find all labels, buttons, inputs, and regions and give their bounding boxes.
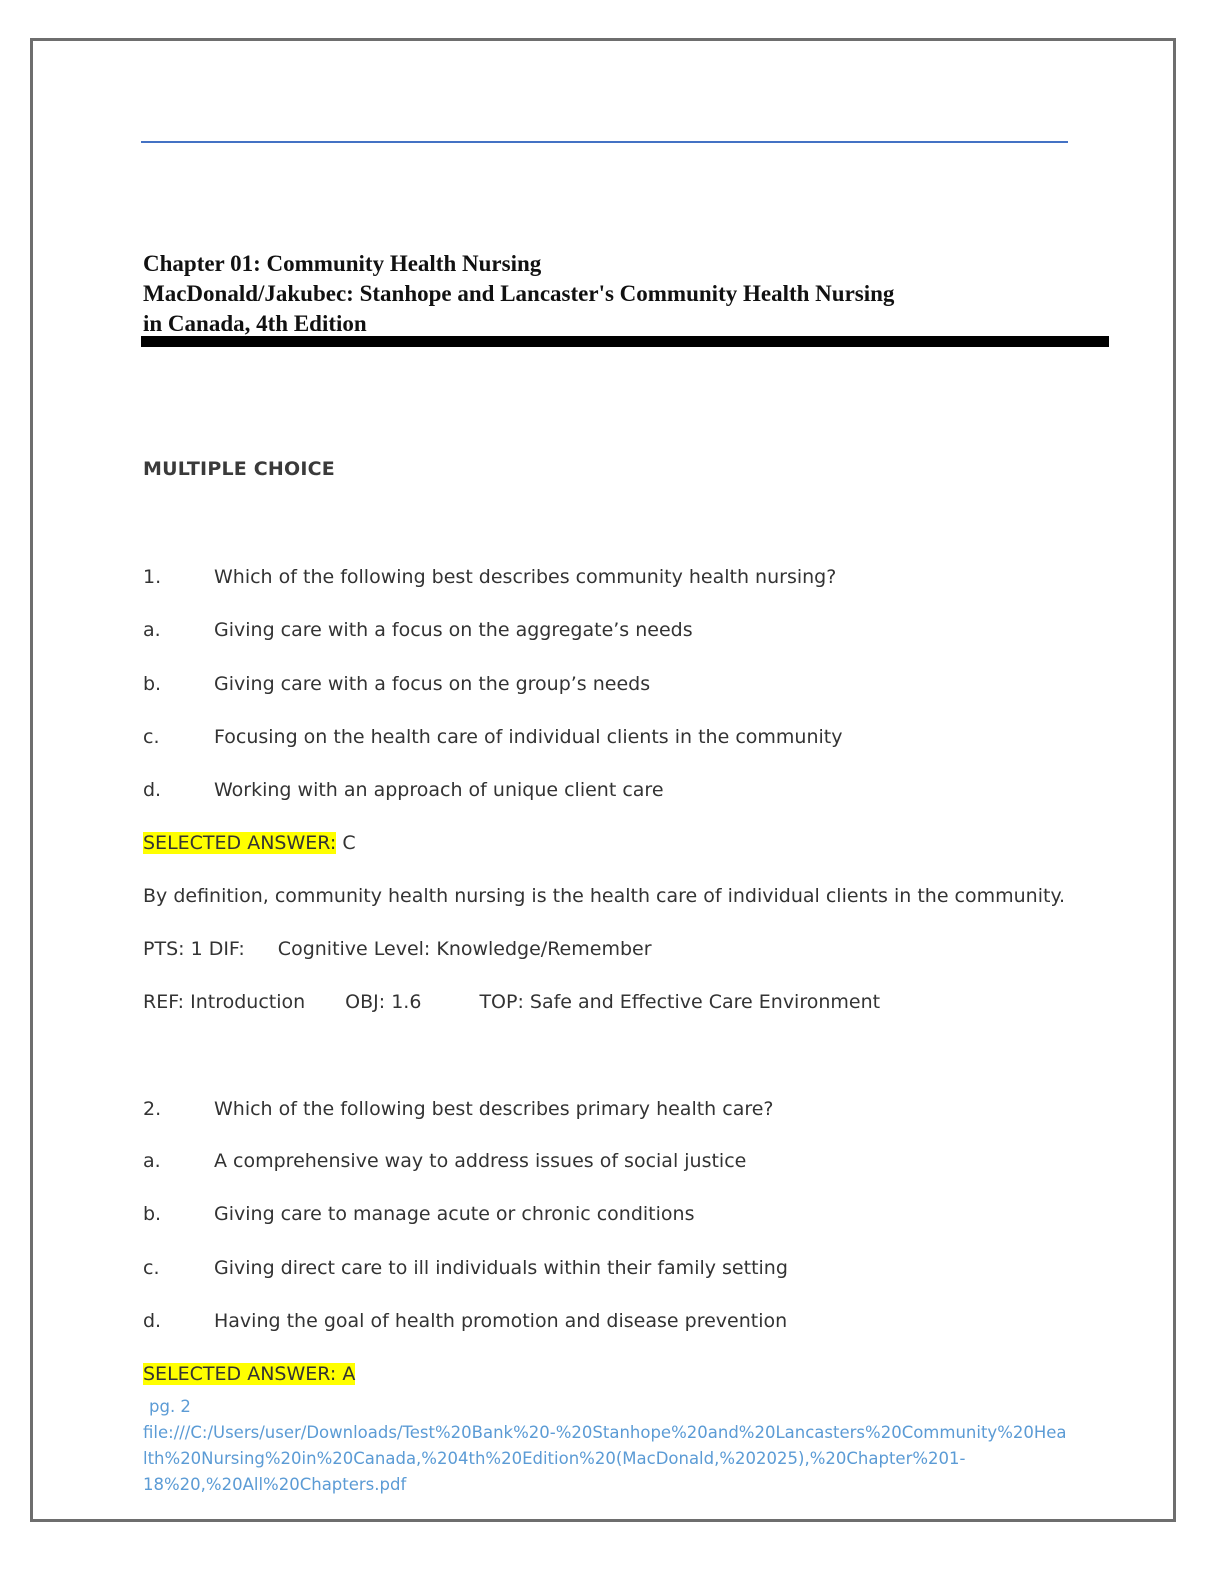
top-value: TOP: Safe and Effective Care Environment [479,991,881,1013]
pts-line-1 [143,936,652,962]
option-text: Giving care with a focus on the aggregate’s needs [214,619,693,641]
option-letter: d. [143,1310,162,1332]
option-letter: a. [143,1150,161,1172]
title-line-1: Chapter 01: Community Health Nursing [143,251,542,276]
question-1 [143,564,836,590]
option-1b [143,671,650,697]
option-1a [143,617,693,643]
file-path-line-2[interactable]: lth%20Nursing%20in%20Canada,%204th%20Edition%20(MacDonald,%202025),%20Chapter%201- [143,1449,966,1468]
ref-line-1 [143,989,880,1015]
option-text: Giving direct care to ill individuals within their family setting [214,1257,788,1279]
selected-answer-value: C [342,832,356,854]
option-text: Focusing on the health care of individual clients in the community [214,726,843,748]
option-letter: c. [143,726,160,748]
file-path-line-1[interactable]: file:///C:/Users/user/Downloads/Test%20Bank%20-%20Stanhope%20and%20Lancasters%20Community%20Hea [143,1423,1067,1442]
page-number: pg. 2 [149,1397,191,1416]
title-line-2: MacDonald/Jakubec: Stanhope and Lancaster's Community Health Nursing [143,281,895,306]
selected-answer-1 [143,830,356,856]
option-text: A comprehensive way to address issues of social justice [214,1150,747,1172]
option-letter: b. [143,673,162,695]
option-1c [143,724,842,750]
option-2b [143,1201,694,1227]
option-letter: b. [143,1203,162,1225]
obj-value: OBJ: 1.6 [345,991,422,1013]
section-heading: MULTIPLE CHOICE [143,458,335,480]
question-number: 2. [143,1098,162,1120]
title-underline [141,336,1109,347]
ref-value: REF: Introduction [143,991,306,1013]
option-1d [143,777,664,803]
selected-answer-label: SELECTED ANSWER: A [143,1363,356,1385]
question-2 [143,1096,774,1122]
option-2d [143,1308,787,1334]
cognitive-level: Cognitive Level: Knowledge/Remember [277,938,652,960]
selected-answer-2 [143,1361,355,1387]
option-text: Having the goal of health promotion and disease prevention [214,1310,788,1332]
option-2a [143,1148,746,1174]
rationale-1: By definition, community health nursing is the health care of individual clients in the community. [143,885,1066,907]
option-letter: d. [143,779,162,801]
option-text: Working with an approach of unique client care [214,779,664,801]
file-path-line-3[interactable]: 18%20,%20All%20Chapters.pdf [143,1475,407,1494]
option-text: Giving care with a focus on the group’s needs [214,673,651,695]
option-letter: c. [143,1257,160,1279]
question-text: Which of the following best describes community health nursing? [214,566,837,588]
question-number: 1. [143,566,162,588]
question-text: Which of the following best describes primary health care? [214,1098,774,1120]
header-rule [141,141,1068,143]
page-footer [143,1394,1083,1498]
title-line-3: in Canada, 4th Edition [143,311,367,336]
option-letter: a. [143,619,161,641]
option-2c [143,1255,788,1281]
pts-dif-label: PTS: 1 DIF: [143,938,245,960]
option-text: Giving care to manage acute or chronic conditions [214,1203,695,1225]
document-title [143,249,1109,339]
selected-answer-label: SELECTED ANSWER: [143,832,337,854]
